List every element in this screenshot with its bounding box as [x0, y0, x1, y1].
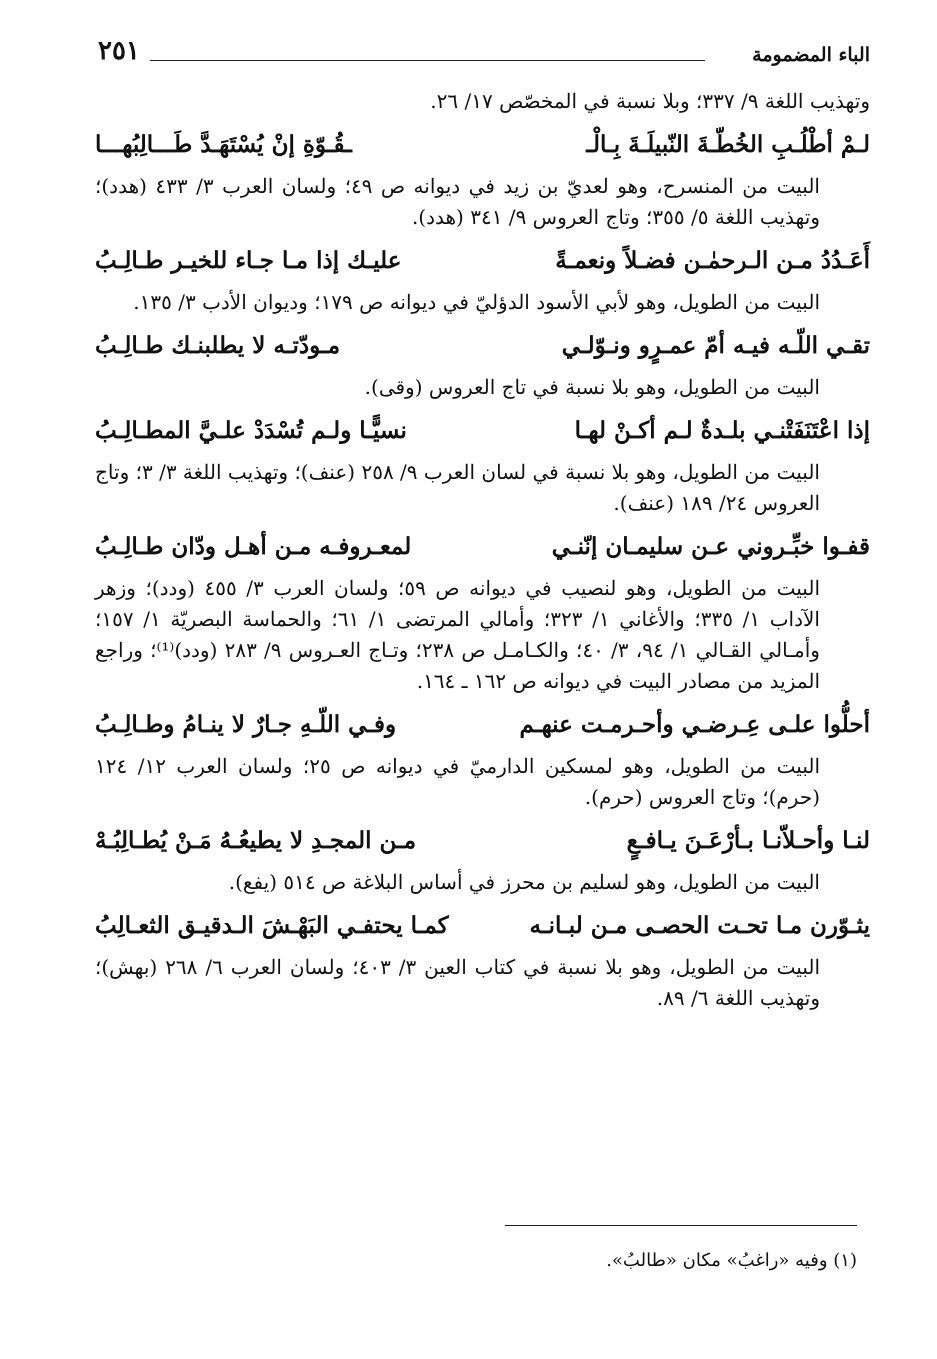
source-note: البيت من الطويل، وهو لمسكين الدارميّ في ديوانه ص ٢٥؛ ولسان العرب ١٢/ ١٢٤ (حرم)؛ وتاج العروس (حرم).: [95, 754, 821, 809]
verse-line: [95, 821, 870, 861]
verse-first-hemistich: أحلُّوا علـى عِـرضـي وأحـرمـت عنهـم: [519, 711, 870, 738]
source-note: البيت من المنسرح، وهو لعديّ بن زيد في ديوانه ص ٤٩؛ ولسان العرب ٣/ ٤٣٣ (هدد)؛ وتهذيب اللغة ٥/ ٣٥٥؛ وتاج العروس ٩/ ٣٤١ (هدد).: [95, 174, 820, 229]
verse-first-hemistich: لـمْ أطْلُـبِ الخُطّـةَ النّبيلَـةَ بِـالْـ: [586, 131, 870, 158]
verse-second-hemistich: مـودّتـه لا يطلبنـك طـالِـبُ: [95, 332, 341, 359]
page-body: [95, 86, 870, 1018]
verse-second-hemistich: ـقُـوّةِ إنْ يُسْتَهَـدَّ طَـــالِبُهـــا: [95, 131, 352, 158]
verse-line: [95, 527, 870, 567]
verse-first-hemistich: قفـوا خبِّـروني عـن سليمـان إنّنـي: [551, 533, 870, 560]
verse-line: [95, 705, 870, 745]
verse-second-hemistich: كمـا يحتفـي البَهْـشَ الـدقيـق الثعـالِبُ: [95, 912, 449, 939]
verse-first-hemistich: لنـا وأحـلاّنـا بـأرْعَـنَ يـافـعٍ: [626, 827, 870, 854]
source-note: البيت من الطويل، وهو لأبي الأسود الدؤليّ في ديوانه ص ١٧٩؛ وديوان الأدب ٣/ ١٣٥.: [133, 290, 820, 314]
section-title: الباء المضمومة: [752, 44, 870, 66]
source-note: البيت من الطويل، وهو بلا نسبة في لسان العرب ٩/ ٢٥٨ (عنف)؛ وتهذيب اللغة ٣/ ٣؛ وتاج العروس ٢٤/ ١٨٩ (عنف).: [95, 460, 820, 515]
page-header: [90, 34, 870, 74]
footnote: (١) وفيه «راغبُ» مكان «طالبُ».: [606, 1250, 857, 1271]
verse-second-hemistich: وفـي اللّـهِ جـارٌ لا ينـامُ وطـالِـبُ: [95, 711, 397, 738]
source-note: البيت من الطويل، وهو بلا نسبة في تاج العروس (وقى).: [364, 375, 820, 399]
footnote-separator: [505, 1225, 857, 1226]
source-note: البيت من الطويل، وهو لسليم بن محرز في أساس البلاغة ص ٥١٤ (يفع).: [228, 870, 820, 894]
verse-first-hemistich: تقـي اللّـه فيـه أمّ عمـرٍو ونـوّلـي: [561, 332, 870, 359]
verse-second-hemistich: مـن المجـدِ لا يطيعُـهُ مَـنْ يُطـالِبُـهْ: [95, 827, 417, 854]
verse-second-hemistich: عليـك إذا مـا جـاء للخيـر طـالِـبُ: [95, 247, 402, 274]
verse-first-hemistich: أَعَـدُدُ مـن الـرحمٰـن فضـلاً ونعمـةً: [555, 247, 870, 274]
source-note: وتهذيب اللغة ٩/ ٣٣٧؛ وبلا نسبة في المخصّص ١٧/ ٢٦.: [430, 89, 870, 113]
source-note: البيت من الطويل، وهو لنصيب في ديوانه ص ٥٩؛ ولسان العرب ٣/ ٤٥٥ (ودد)؛ وزهر الآداب ١/ ٣٣٥؛ والأغاني ١/ ٣٢٣؛ وأمالي المرتضى ١/ ٦١؛ والحماسة البصريّة ١/ ١٥٧؛ وأمـالي القـالي ١/ ٩٤، ٣/ ٤٠؛ والكـامـل ص ٢٣٨؛ وتـاج العـروس ٩/ ٢٨٣ (ودد)⁽¹⁾؛ وراجع المزيد من مصادر البيت في ديوانه ص ١٦٢ ـ ١٦٤.: [95, 576, 820, 693]
verse-line: [95, 326, 870, 366]
header-rule: [150, 60, 705, 61]
verse-line: [95, 125, 870, 165]
source-note: البيت من الطويل، وهو بلا نسبة في كتاب العين ٣/ ٤٠٣؛ ولسان العرب ٦/ ٢٦٨ (بهش)؛ وتهذيب اللغة ٦/ ٨٩.: [95, 955, 821, 1010]
verse-first-hemistich: إذا اعْتَنَفَتْنـي بلـدةٌ لـم أكـنْ لهـا: [574, 417, 870, 444]
verse-line: [95, 241, 870, 281]
verse-second-hemistich: نسيًّـا ولـم تُسْدَدْ علـيَّ المطـالِـبُ: [95, 417, 407, 444]
verse-second-hemistich: لمعـروفـه مـن أهـل ودّان طـالِـبُ: [95, 533, 412, 560]
verse-line: [95, 906, 870, 946]
page-number: ٢٥١: [98, 36, 140, 66]
verse-first-hemistich: يثـوّرن مـا تحـت الحصـى مـن لبـانـه: [529, 912, 870, 939]
verse-line: [95, 411, 870, 451]
